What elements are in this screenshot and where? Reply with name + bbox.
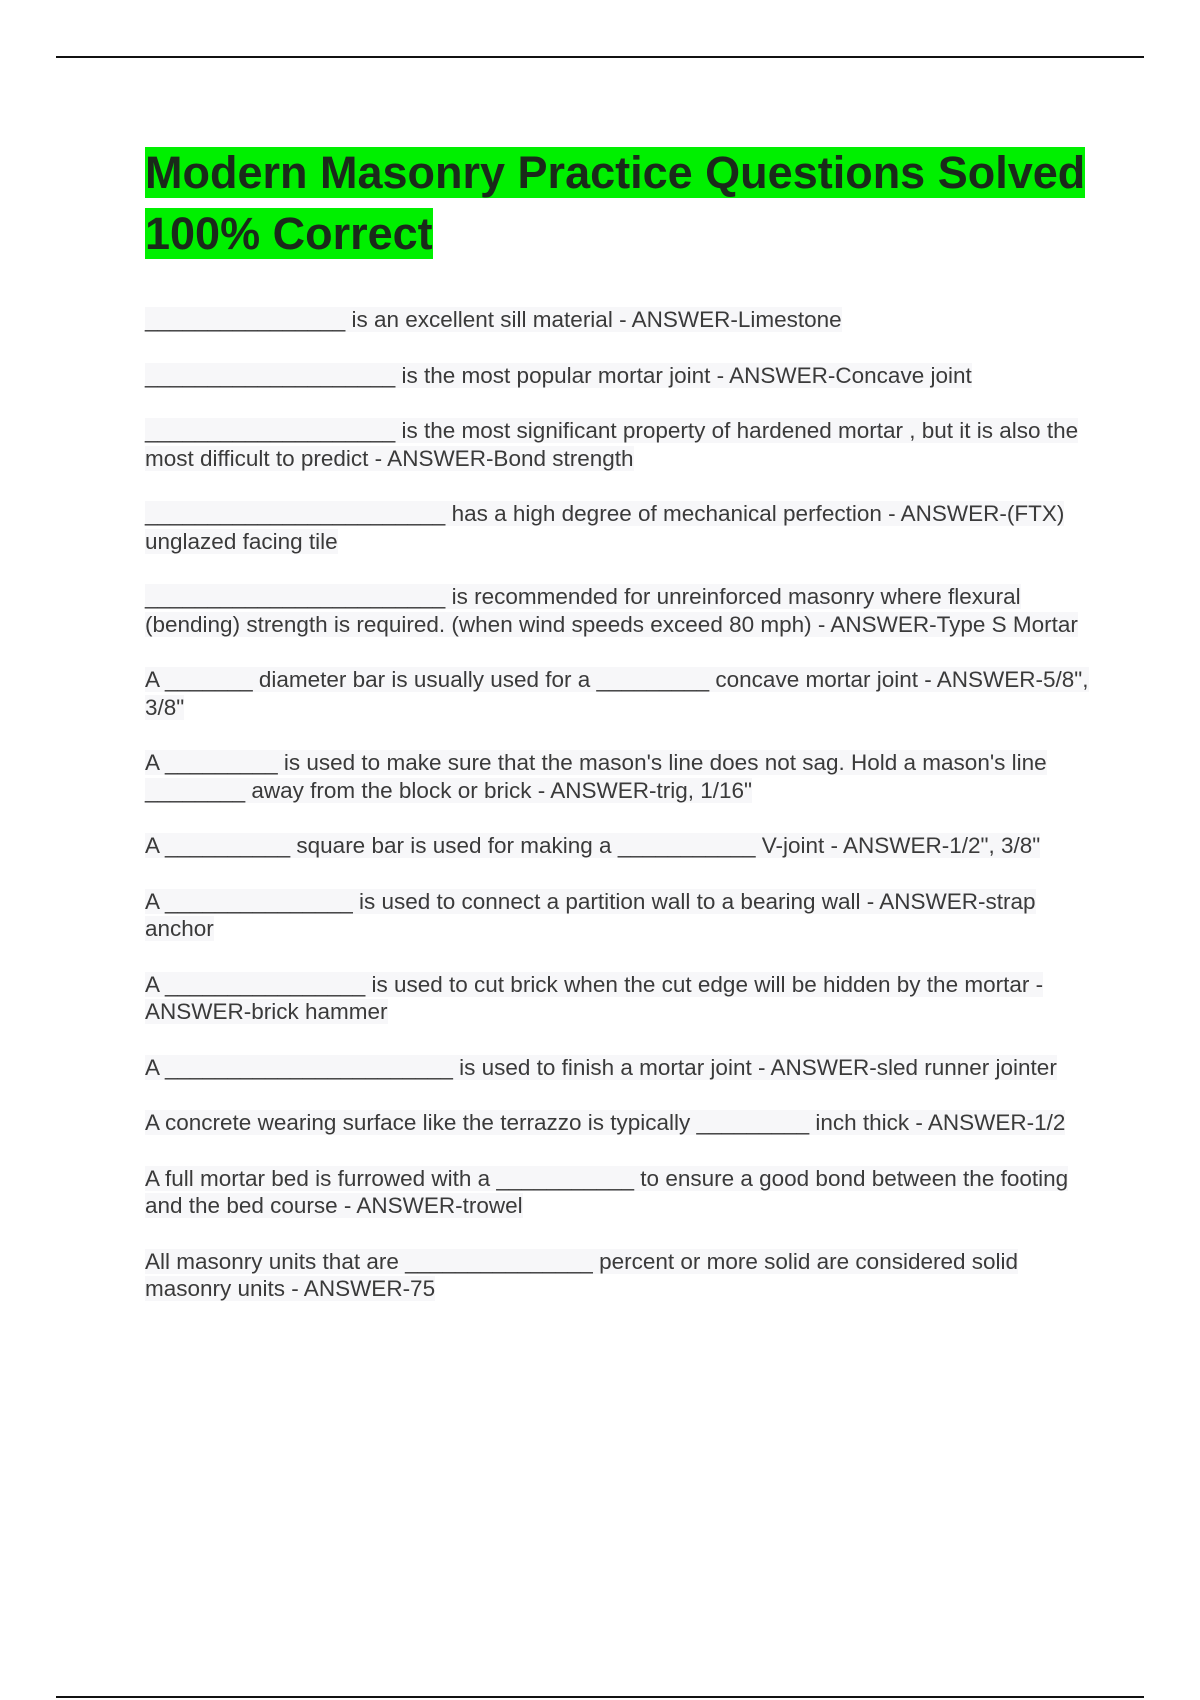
qa-item-text: A ________________ is used to cut brick when the cut edge will be hidden by the mortar - ANSWER-brick hammer bbox=[145, 971, 1044, 1024]
qa-item-text: A _______ diameter bar is usually used for a _________ concave mortar joint - ANSWER-5/8", 3/8" bbox=[145, 667, 1089, 720]
header-rule bbox=[56, 56, 1144, 58]
qa-item bbox=[145, 417, 1100, 472]
document-title bbox=[145, 142, 1100, 264]
qa-item bbox=[145, 362, 1100, 390]
qa-item bbox=[145, 1109, 1100, 1137]
qa-item-text: ____________________ is the most popular mortar joint - ANSWER-Concave joint bbox=[145, 362, 972, 388]
qa-item bbox=[145, 832, 1100, 860]
qa-item bbox=[145, 888, 1100, 943]
qa-item-text: All masonry units that are _______________ percent or more solid are considered solid masonry units - ANSWER-75 bbox=[145, 1248, 1019, 1301]
qa-item bbox=[145, 306, 1100, 334]
qa-item bbox=[145, 749, 1100, 804]
footer-rule bbox=[56, 1696, 1144, 1698]
qa-item bbox=[145, 666, 1100, 721]
qa-item bbox=[145, 1248, 1100, 1303]
qa-item bbox=[145, 583, 1100, 638]
qa-item bbox=[145, 1165, 1100, 1220]
qa-item bbox=[145, 1054, 1100, 1082]
qa-item-text: ________________________ is recommended for unreinforced masonry where flexural (bending) strength is required. (when wind speeds exceed 80 mph) - ANSWER-Type S Mortar bbox=[145, 584, 1078, 637]
qa-item-text: A _________ is used to make sure that the mason's line does not sag. Hold a mason's line ________ away from the block or brick - ANSWER-trig, 1/16" bbox=[145, 750, 1047, 803]
qa-item-text: ________________________ has a high degree of mechanical perfection - ANSWER-(FTX) unglazed facing tile bbox=[145, 501, 1065, 554]
qa-item bbox=[145, 500, 1100, 555]
document-title-text: Modern Masonry Practice Questions Solved 100% Correct bbox=[145, 147, 1086, 259]
qa-item-text: ____________________ is the most significant property of hardened mortar , but it is also the most difficult to predict - ANSWER-Bond strength bbox=[145, 418, 1079, 471]
qa-item bbox=[145, 971, 1100, 1026]
qa-item-text: A full mortar bed is furrowed with a ___________ to ensure a good bond between the footing and the bed course - ANSWER-trowel bbox=[145, 1165, 1069, 1218]
qa-item-text: ________________ is an excellent sill material - ANSWER-Limestone bbox=[145, 307, 842, 332]
qa-item-text: A _______________ is used to connect a partition wall to a bearing wall - ANSWER-strap anchor bbox=[145, 888, 1036, 941]
document-body bbox=[145, 142, 1100, 1331]
qa-item-text: A concrete wearing surface like the terrazzo is typically _________ inch thick - ANSWER-1/2 bbox=[145, 1110, 1066, 1135]
qa-item-text: A __________ square bar is used for making a ___________ V-joint - ANSWER-1/2", 3/8" bbox=[145, 833, 1041, 858]
qa-item-text: A _______________________ is used to finish a mortar joint - ANSWER-sled runner jointer bbox=[145, 1054, 1057, 1080]
